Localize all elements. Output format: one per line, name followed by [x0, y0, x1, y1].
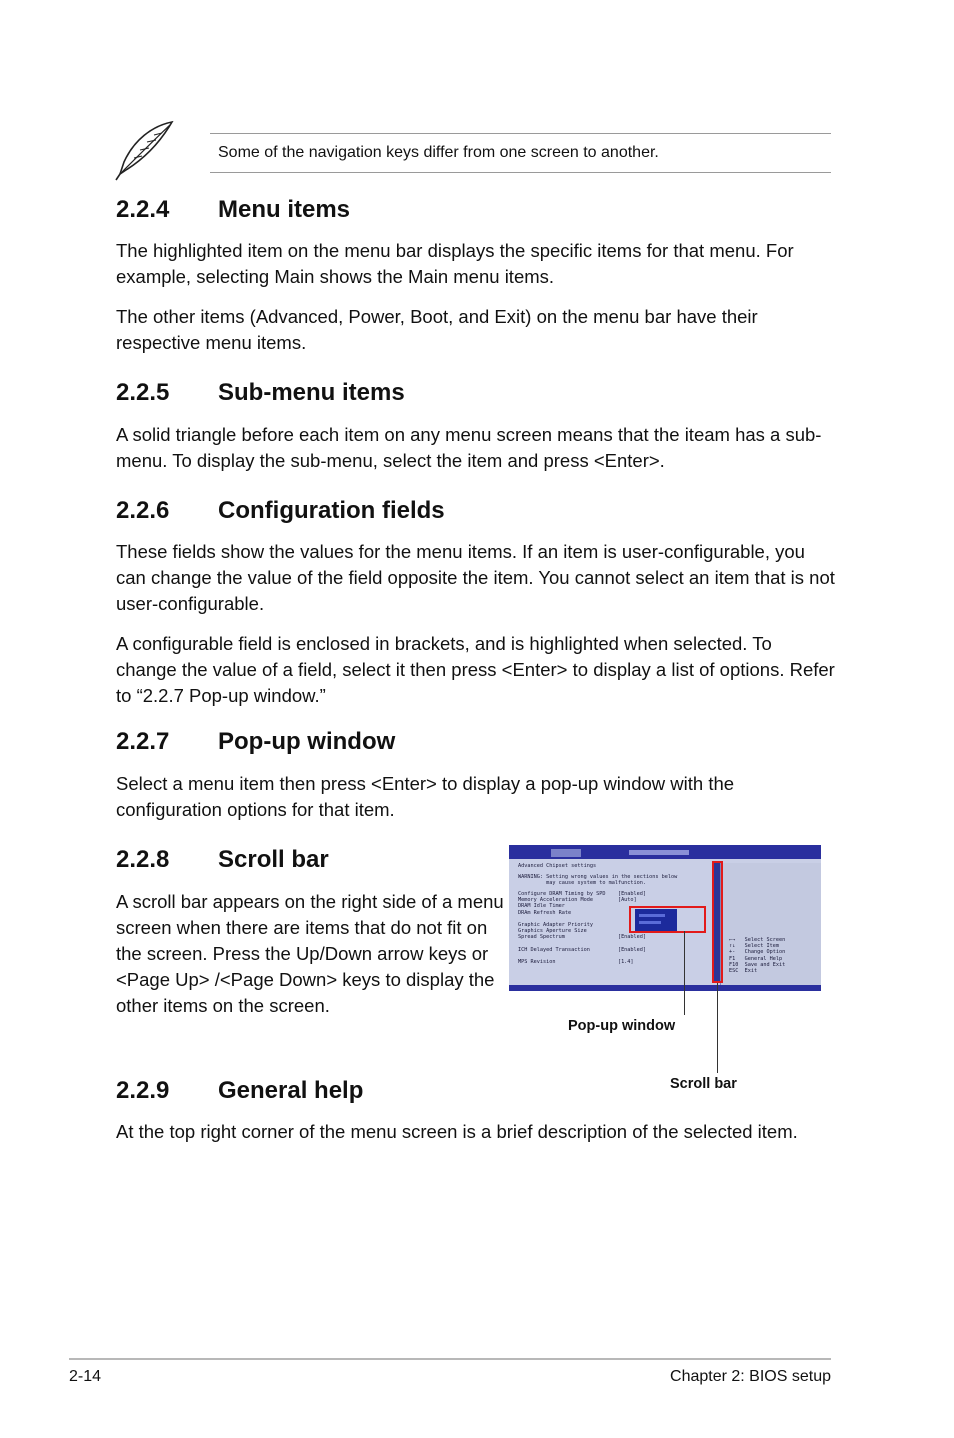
popup-callout-label: Pop-up window — [568, 1018, 676, 1034]
note-rule-top — [210, 133, 831, 134]
section-heading-general-help: 2.2.9 General help — [116, 1077, 364, 1104]
bios-status-bar — [509, 985, 821, 991]
bios-item-list: Configure DRAM Timing by SPD [Enabled] Memory Acceleration Mode [Auto] DRAM Idle Timer DRAm Refresh Rate Graphic Adapter Priority Graphics Aperture Size Spread Spectrum [Enabled] ICH Delayed Transaction [Enabled] MPS Revision [1.4] — [518, 891, 647, 966]
page-number: 2-14 — [69, 1368, 102, 1385]
bios-logo — [551, 849, 581, 857]
scroll-callout-label: Scroll bar — [670, 1076, 737, 1092]
paragraph: At the top right corner of the menu screen is a brief description of the selected item. — [116, 1121, 798, 1142]
section-heading-configuration-fields: 2.2.6 Configuration fields — [116, 497, 445, 524]
paragraph: A solid triangle before each item on any menu screen means that the iteam has a sub-menu. To display the sub-menu, select the item and press <Enter>. — [116, 424, 822, 471]
section-heading-pop-up-window: 2.2.7 Pop-up window — [116, 728, 396, 755]
paragraph: A scroll bar appears on the right side of a menu screen when there are items that do not fit on the screen. Press the Up/Down arrow keys or <Page Up> /<Page Down> keys to display the other items on the screen. — [116, 891, 504, 1016]
bios-title-bar — [509, 845, 821, 859]
paragraph: The highlighted item on the menu bar displays the specific items for that menu. For example, selecting Main shows the Main menu items. — [116, 240, 794, 287]
bios-screenshot — [509, 845, 821, 991]
bios-warning: WARNING: Setting wrong values in the sections below may cause system to malfunction. — [518, 874, 678, 887]
note-text: Some of the navigation keys differ from one screen to another. — [218, 144, 659, 161]
note-rule-bottom — [210, 172, 831, 173]
bios-screen-title: Advanced Chipset settings — [518, 863, 597, 869]
section-heading-sub-menu-items: 2.2.5 Sub-menu items — [116, 379, 405, 406]
bios-nav-help: ←→ Select Screen ↑↓ Select Item +- Change Option F1 General Help F10 Save and Exit ESC Exit — [729, 937, 786, 975]
bios-title — [629, 850, 689, 855]
feather-pen-icon — [112, 118, 178, 184]
scroll-callout-line — [717, 983, 718, 1073]
paragraph: A configurable field is enclosed in brackets, and is highlighted when selected. To change the value of a field, select it then press <Enter> to display a list of options. Refer to “2.2.7 Pop-up window.” — [116, 633, 835, 706]
chapter-title: Chapter 2: BIOS setup — [670, 1368, 831, 1385]
footer-rule — [69, 1358, 831, 1360]
popup-highlight-box — [629, 906, 706, 933]
paragraph: The other items (Advanced, Power, Boot, and Exit) on the menu bar have their respective menu items. — [116, 306, 758, 353]
popup-callout-line — [684, 931, 685, 1015]
scroll-highlight-box — [712, 861, 723, 983]
paragraph: These fields show the values for the menu items. If an item is user-configurable, you can change the value of the field opposite the item. You cannot select an item that is not user-configurable. — [116, 541, 835, 614]
paragraph: Select a menu item then press <Enter> to display a pop-up window with the configuration options for that item. — [116, 773, 735, 820]
section-heading-menu-items: 2.2.4 Menu items — [116, 196, 351, 223]
section-heading-scroll-bar: 2.2.8 Scroll bar — [116, 846, 329, 873]
